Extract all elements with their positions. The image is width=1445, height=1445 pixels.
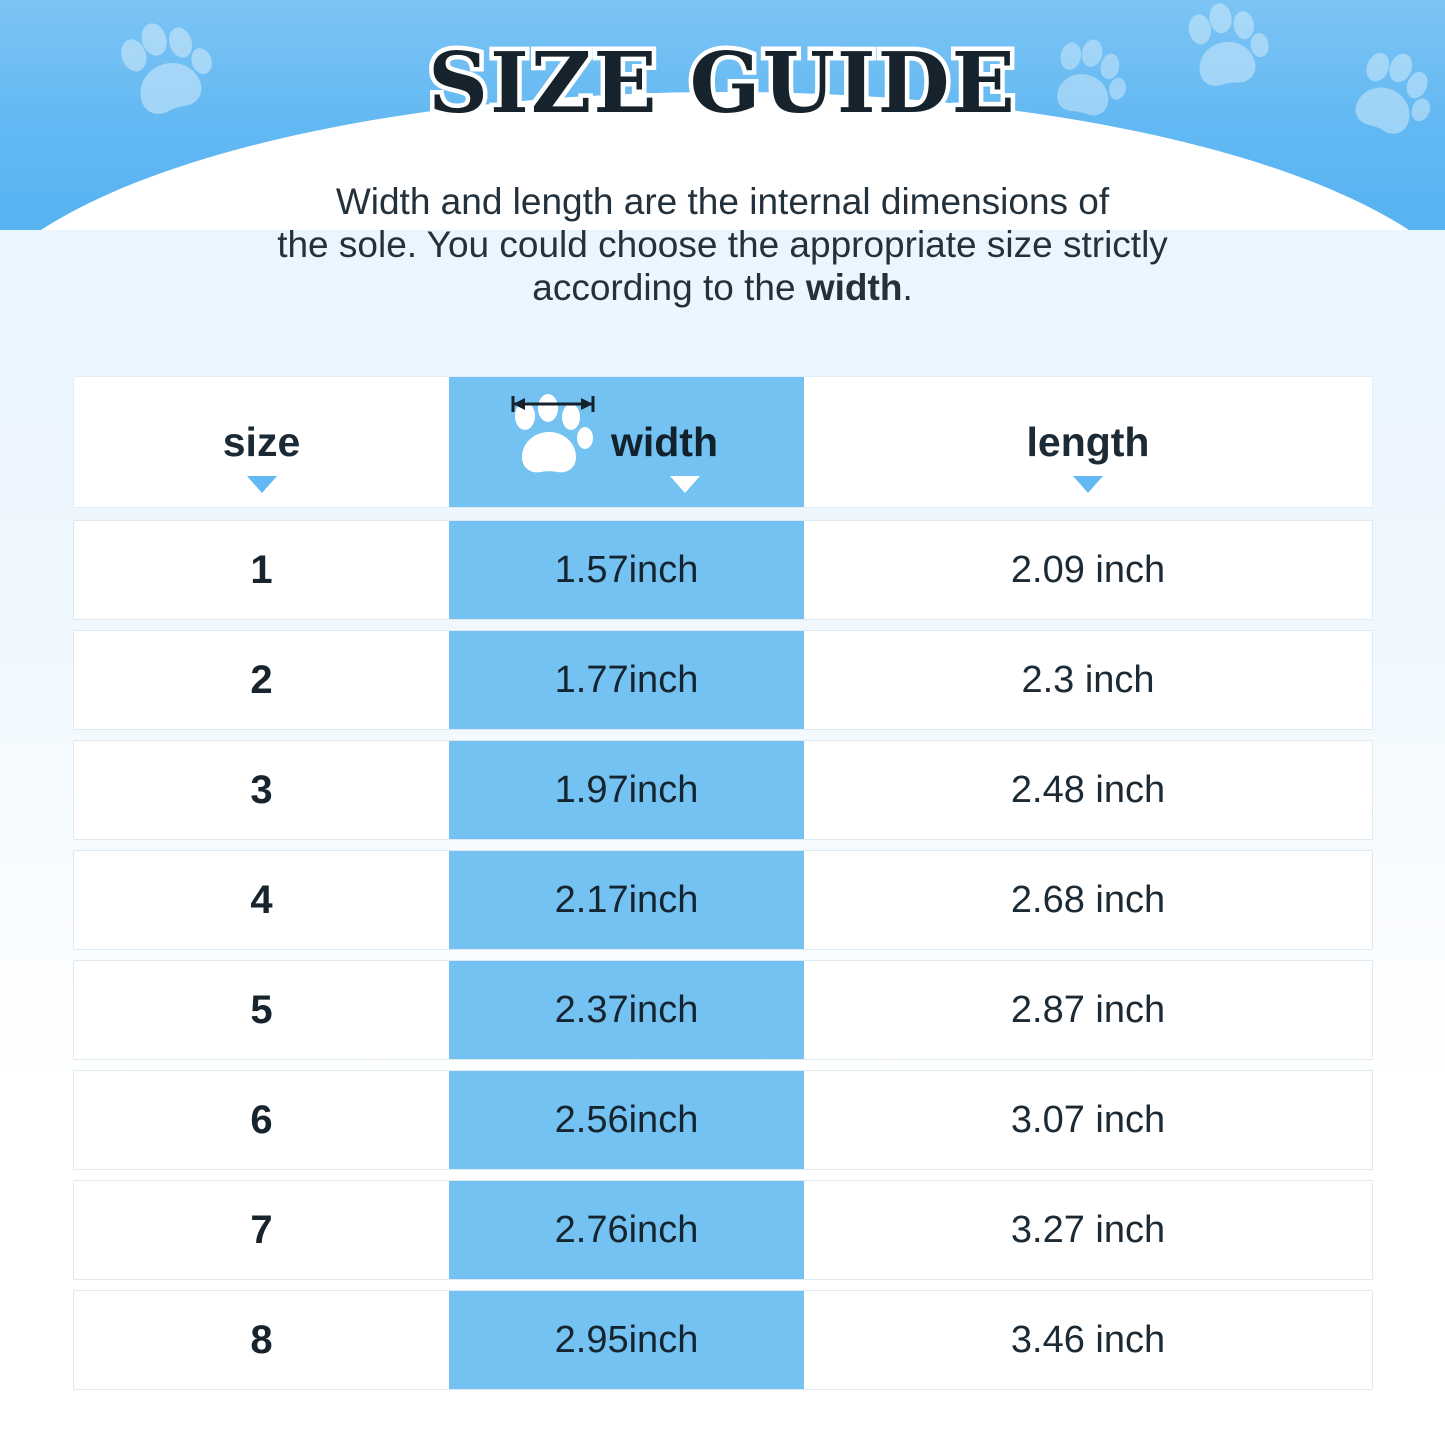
table-row bbox=[73, 740, 1373, 840]
size-value: 3 bbox=[250, 767, 273, 812]
size-value: 7 bbox=[250, 1207, 273, 1252]
width-value: 1.57inch bbox=[554, 548, 699, 591]
size-value: 2 bbox=[250, 657, 273, 702]
size-value: 4 bbox=[250, 877, 273, 922]
intro-width-emphasis: width bbox=[805, 267, 903, 308]
column-header-width bbox=[449, 377, 804, 507]
chevron-down-icon bbox=[247, 476, 277, 493]
cell-length bbox=[804, 1071, 1372, 1169]
cell-width bbox=[449, 851, 804, 949]
table-row bbox=[73, 1290, 1373, 1390]
cell-length bbox=[804, 1291, 1372, 1389]
cell-size bbox=[74, 741, 449, 839]
cell-width bbox=[449, 631, 804, 729]
width-value: 2.17inch bbox=[554, 878, 699, 921]
width-value: 2.56inch bbox=[554, 1098, 699, 1141]
cell-width bbox=[449, 741, 804, 839]
cell-length bbox=[804, 851, 1372, 949]
cell-width bbox=[449, 1181, 804, 1279]
table-header-row bbox=[73, 376, 1373, 508]
length-value: 3.46 inch bbox=[1010, 1318, 1166, 1361]
cell-length bbox=[804, 741, 1372, 839]
cell-length bbox=[804, 961, 1372, 1059]
cell-size bbox=[74, 1291, 449, 1389]
table-row bbox=[73, 1180, 1373, 1280]
chevron-down-icon bbox=[1073, 476, 1103, 493]
width-value: 1.97inch bbox=[554, 768, 699, 811]
size-value: 5 bbox=[250, 987, 273, 1032]
intro-line-3-suffix: . bbox=[902, 267, 913, 308]
table-row bbox=[73, 960, 1373, 1060]
length-value: 2.3 inch bbox=[1021, 658, 1155, 701]
column-header-length bbox=[804, 377, 1372, 507]
cell-width bbox=[449, 1291, 804, 1389]
size-value: 8 bbox=[250, 1317, 273, 1362]
intro-line-3-prefix: according to the bbox=[532, 267, 806, 308]
length-value: 2.09 inch bbox=[1010, 548, 1166, 591]
width-value: 2.37inch bbox=[554, 988, 699, 1031]
column-header-width-label: width bbox=[610, 418, 719, 465]
width-value: 2.95inch bbox=[554, 1318, 699, 1361]
chevron-down-icon bbox=[670, 476, 700, 493]
length-value: 3.27 inch bbox=[1010, 1208, 1166, 1251]
width-value: 2.76inch bbox=[554, 1208, 699, 1251]
cell-size bbox=[74, 521, 449, 619]
table-row bbox=[73, 1070, 1373, 1170]
size-guide-table bbox=[73, 376, 1373, 1400]
column-header-length-label: length bbox=[1026, 418, 1150, 465]
size-value: 6 bbox=[250, 1097, 273, 1142]
table-row bbox=[73, 850, 1373, 950]
cell-width bbox=[449, 1071, 804, 1169]
cell-size bbox=[74, 961, 449, 1059]
length-value: 2.68 inch bbox=[1010, 878, 1166, 921]
width-value: 1.77inch bbox=[554, 658, 699, 701]
intro-line-2: the sole. You could choose the appropriate size strictly bbox=[277, 224, 1168, 265]
cell-width bbox=[449, 521, 804, 619]
cell-size bbox=[74, 631, 449, 729]
paw-width-measure-icon bbox=[489, 392, 609, 492]
cell-size bbox=[74, 1181, 449, 1279]
cell-length bbox=[804, 631, 1372, 729]
intro-paragraph bbox=[120, 180, 1325, 309]
cell-width bbox=[449, 961, 804, 1059]
cell-size bbox=[74, 1071, 449, 1169]
cell-size bbox=[74, 851, 449, 949]
intro-line-1: Width and length are the internal dimensions of bbox=[335, 181, 1110, 222]
column-header-size-label: size bbox=[222, 418, 301, 465]
table-row bbox=[73, 630, 1373, 730]
page-title: SIZE GUIDE bbox=[428, 34, 1017, 132]
size-value: 1 bbox=[250, 547, 273, 592]
length-value: 3.07 inch bbox=[1010, 1098, 1166, 1141]
length-value: 2.87 inch bbox=[1010, 988, 1166, 1031]
table-row bbox=[73, 520, 1373, 620]
cell-length bbox=[804, 1181, 1372, 1279]
cell-length bbox=[804, 521, 1372, 619]
length-value: 2.48 inch bbox=[1010, 768, 1166, 811]
column-header-size bbox=[74, 377, 449, 507]
